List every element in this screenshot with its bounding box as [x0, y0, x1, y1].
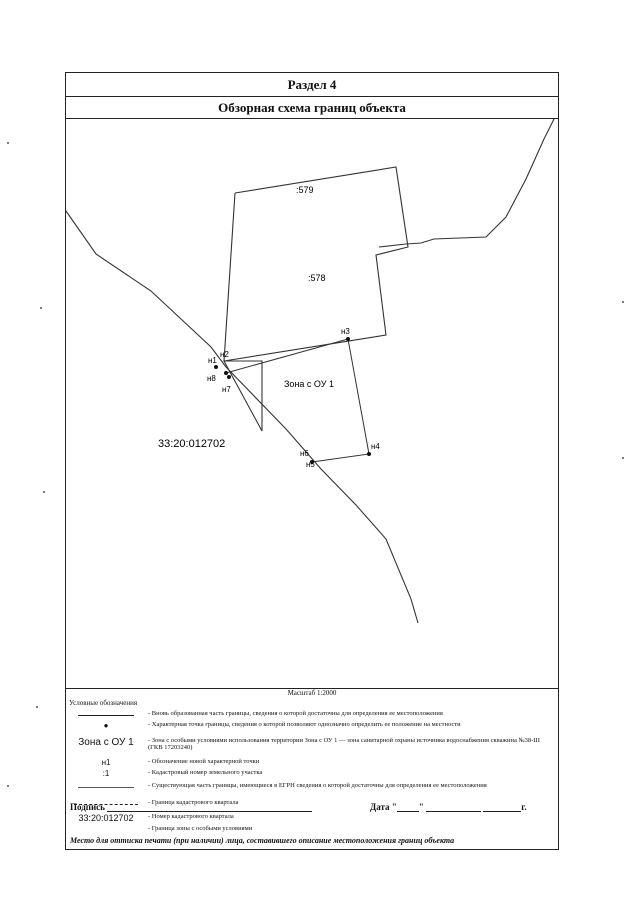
legend-title: Условные обозначения — [69, 699, 138, 707]
quarter-number-symbol: 33:20:012702 — [78, 813, 134, 823]
label-n8: н8 — [207, 374, 216, 383]
cadastral-map — [66, 119, 558, 689]
legend-item: Зона с ОУ 1 - Зона с особыми условиями использования территории Зона с ОУ 1 — зона санитарной охраны источника водоснабжения скважина №38-Ш (ГКВ 17203240) — [66, 737, 558, 755]
point-n3 — [346, 337, 350, 341]
point-n2 — [224, 371, 228, 375]
point-n4 — [367, 452, 371, 456]
label-zone: Зона с ОУ 1 — [284, 379, 334, 389]
thin-line-symbol — [78, 787, 134, 788]
label-579: :579 — [296, 185, 314, 195]
label-n4: н4 — [371, 442, 380, 451]
point-symbol: ● — [103, 721, 109, 730]
legend-item: - Существующая часть границы, имеющиеся в ЕГРН сведения о которой достаточны для определения ее местоположения — [66, 782, 558, 798]
solid-line-symbol — [78, 715, 134, 716]
section-header: Раздел 4 — [66, 73, 558, 97]
point-n1 — [214, 365, 218, 369]
label-n1: н1 — [208, 356, 217, 365]
zone-symbol: Зона с ОУ 1 — [78, 737, 134, 748]
parcel-number-symbol: :1 — [102, 769, 110, 778]
signature-row — [70, 802, 312, 812]
point-label-symbol: н1 — [101, 758, 111, 767]
label-n2: н2 — [220, 350, 229, 359]
date-day-line[interactable] — [397, 811, 419, 812]
legend-item: н1 - Обозначение новой характерной точки — [66, 758, 558, 770]
label-quarter: 33:20:012702 — [158, 438, 226, 450]
map-drawing — [66, 119, 558, 689]
quarter-boundary — [66, 211, 418, 623]
legend-item: - Граница кадастрового квартала — [66, 799, 558, 811]
legend-item: - Граница зоны с особыми условиями — [148, 825, 253, 832]
point-n7 — [227, 375, 231, 379]
label-n7: н7 — [222, 385, 231, 394]
date-row: Дата " " г. — [370, 802, 527, 812]
date-label: Дата — [370, 802, 390, 812]
document-frame — [65, 72, 559, 850]
document-title: Обзорная схема границ объекта — [66, 97, 558, 119]
date-year-line[interactable] — [483, 811, 521, 812]
signature-line[interactable] — [107, 811, 312, 812]
label-n6: н6 — [300, 449, 309, 458]
date-month-line[interactable] — [426, 811, 481, 812]
year-suffix: г. — [521, 802, 527, 812]
legend-item: :1 - Кадастровый номер земельного участка — [66, 769, 558, 781]
signature-label: Подпись — [70, 802, 105, 812]
legend-item: ● - Характерная точка границы, сведения о которой позволяют однозначно определить ее положение на местности — [66, 721, 558, 733]
label-578: :578 — [308, 273, 326, 283]
label-n5: н5 — [306, 460, 315, 469]
legend-item: - Вновь образованная часть границы, сведения о которой достаточны для определения ее местоположения — [66, 710, 558, 722]
map-scale: Масштаб 1:2000 — [287, 689, 337, 697]
legend-item: 33:20:012702 - Номер кадастрового квартала — [66, 813, 558, 825]
stamp-note: Место для оттиска печати (при наличии) лица, составившего описание местоположения границ объекта — [70, 836, 455, 845]
parcel-boundary — [224, 167, 408, 431]
label-n3: н3 — [341, 327, 350, 336]
